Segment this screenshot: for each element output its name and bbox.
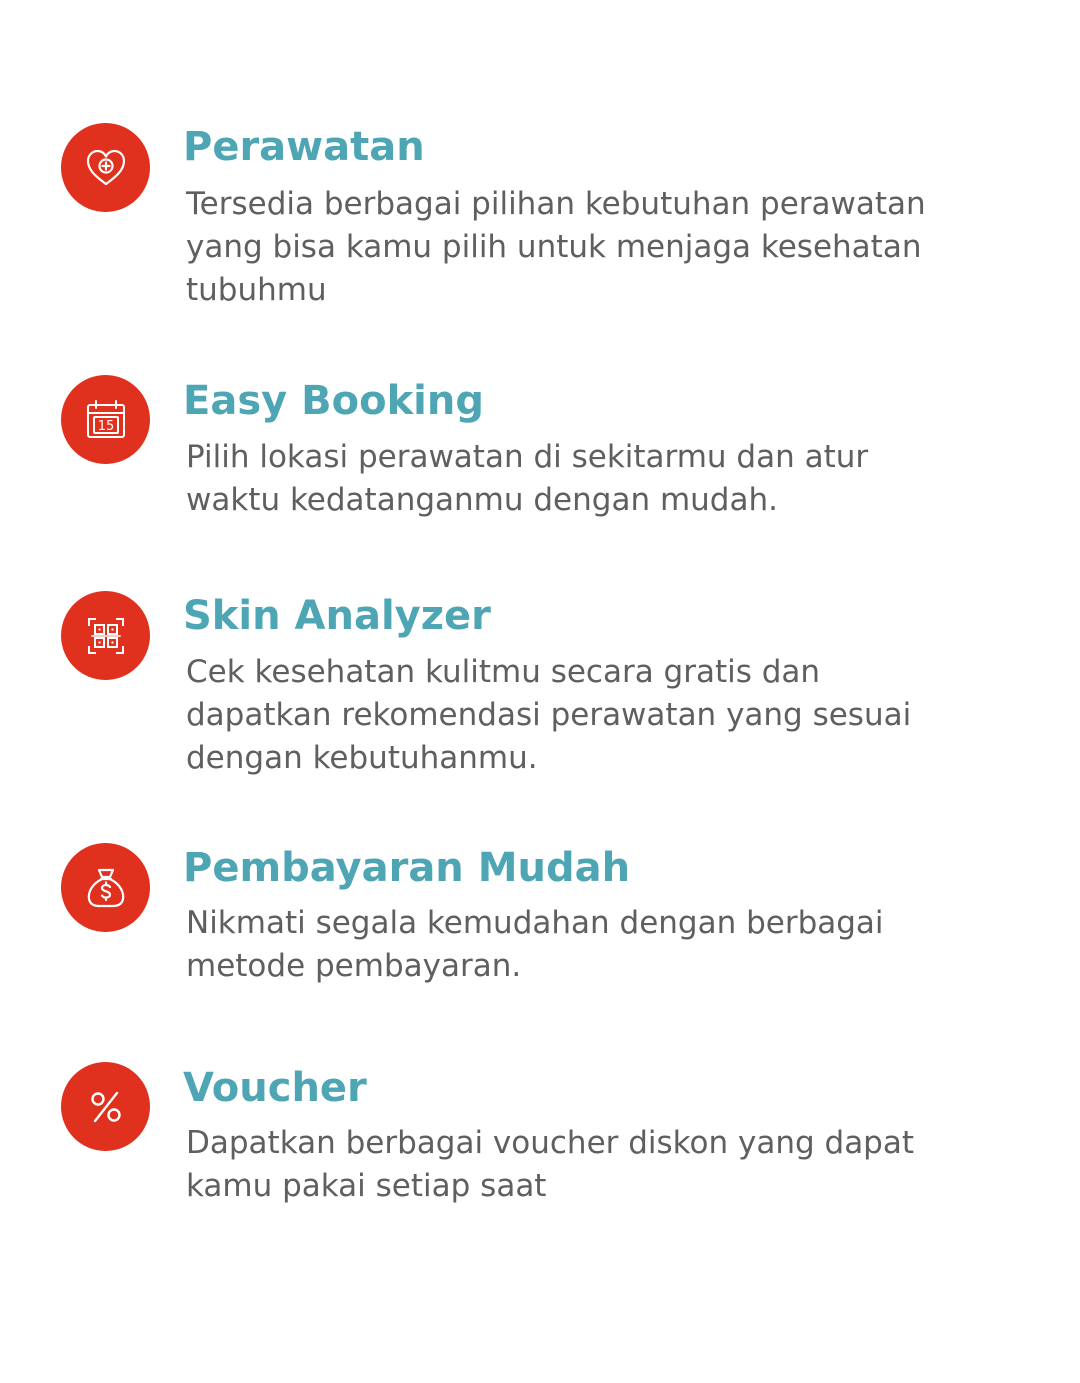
money-bag-icon: [61, 843, 150, 932]
description-line: Dapatkan berbagai voucher diskon yang dapat: [186, 1125, 915, 1161]
description-line: Nikmati segala kemudahan dengan berbagai: [186, 905, 884, 941]
description-line: kamu pakai setiap saat: [186, 1168, 547, 1204]
description-line: waktu kedatanganmu dengan mudah.: [186, 482, 778, 518]
description-line: Tersedia berbagai pilihan kebutuhan perawatan: [186, 186, 926, 222]
feature-title: Voucher: [183, 1065, 367, 1111]
calendar-day-label: 15: [97, 418, 114, 434]
feature-title: Perawatan: [183, 124, 425, 170]
qr-scan-icon: [61, 591, 150, 680]
feature-description: [186, 651, 1046, 780]
feature-description: [186, 436, 1046, 522]
feature-description: [186, 183, 1046, 312]
feature-description: [186, 1122, 1046, 1208]
feature-title: Skin Analyzer: [183, 593, 491, 639]
heart-plus-icon: [61, 123, 150, 212]
feature-title: Pembayaran Mudah: [183, 845, 631, 891]
calendar-icon: [61, 375, 150, 464]
feature-title: Easy Booking: [183, 378, 484, 424]
description-line: Cek kesehatan kulitmu secara gratis dan: [186, 654, 821, 690]
description-line: yang bisa kamu pilih untuk menjaga kesehatan: [186, 229, 922, 265]
description-line: dapatkan rekomendasi perawatan yang sesuai: [186, 697, 912, 733]
percent-icon: [61, 1062, 150, 1151]
description-line: metode pembayaran.: [186, 948, 522, 984]
feature-description: [186, 902, 1046, 988]
description-line: Pilih lokasi perawatan di sekitarmu dan atur: [186, 439, 869, 475]
description-line: dengan kebutuhanmu.: [186, 740, 538, 776]
description-line: tubuhmu: [186, 272, 327, 308]
